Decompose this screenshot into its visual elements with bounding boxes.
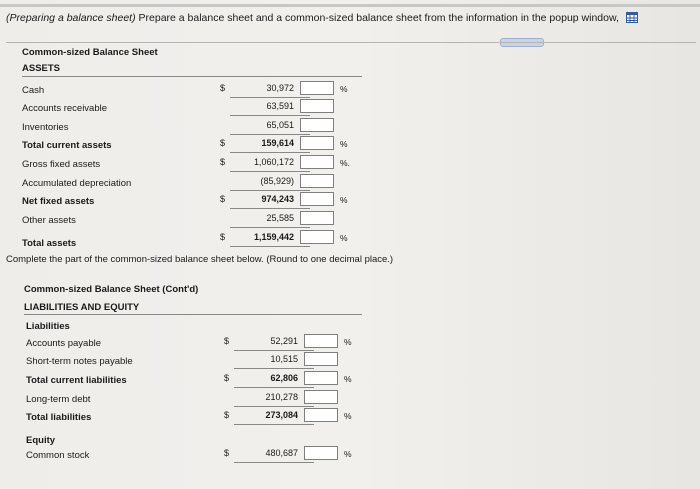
top-divider [0,4,700,7]
top_sheet-amount-underline [230,190,310,191]
top_sheet-amount: 974,243 [261,194,294,204]
bottom_sheet-percent-input[interactable] [304,352,338,366]
bottom_sheet-percent-sign: % [344,449,352,459]
top_sheet-percent-input[interactable] [300,192,334,206]
top_sheet-amount-underline [230,97,310,98]
bottom_sheet-amount: 273,084 [265,410,298,420]
bottom_sheet-percent-sign: % [344,337,352,347]
bottom_sheet-dollar-sign: $ [224,448,230,458]
top_sheet-label: Net fixed assets [22,196,95,207]
bottom_sheet-label: Short-term notes payable [26,356,133,367]
bottom_sheet-amount: 480,687 [265,448,298,458]
top_sheet-label: Cash [22,85,45,96]
top_sheet-amount: 30,972 [266,83,294,93]
top_sheet-label: Total current assets [22,140,112,151]
top_sheet-percent-sign: % [340,233,348,243]
bottom_sheet-label: Accounts payable [26,338,101,349]
bottom_sheet-percent-sign: % [344,374,352,384]
bottom_sheet-percent-input[interactable] [304,408,338,422]
top_sheet-label: Gross fixed assets [22,159,101,170]
top_sheet-label: Inventories [22,122,69,133]
assets-heading: ASSETS [22,63,61,74]
bottom_sheet-percent-input[interactable] [304,390,338,404]
top-sheet-title: Common-sized Balance Sheet [22,47,158,58]
bottom_sheet-percent-input[interactable] [304,334,338,348]
top_sheet-amount-underline [230,208,310,209]
bottom_sheet-amount-underline [234,350,314,351]
top_sheet-dollar-sign: $ [220,83,226,93]
top_sheet-label: Accumulated depreciation [22,178,132,189]
top_sheet-amount: 1,060,172 [253,157,294,167]
bottom_sheet-amount-underline [234,462,314,463]
bottom_sheet-dollar-sign: $ [224,373,230,383]
liabilities-underline [24,314,362,315]
top_sheet-amount-underline [230,115,310,116]
instruction-text: Complete the part of the common-sized balance sheet below. (Round to one decimal place.) [6,254,394,265]
bottom_sheet-amount: 10,515 [270,354,298,364]
top_sheet-amount: 1,159,442 [253,232,294,242]
top_sheet-percent-input[interactable] [300,174,334,188]
bottom_sheet-amount-underline [234,387,314,388]
top_sheet-amount-underline [230,152,310,153]
top_sheet-percent-input[interactable] [300,136,334,150]
top_sheet-percent-sign: % [340,139,348,149]
bottom_sheet-amount: 52,291 [270,336,298,346]
bottom_sheet-amount-underline [234,368,314,369]
top_sheet-dollar-sign: $ [220,157,226,167]
top_sheet-percent-input[interactable] [300,118,334,132]
top_sheet-amount-underline [230,227,310,228]
top_sheet-amount-underline [230,246,310,247]
top_sheet-dollar-sign: $ [220,138,226,148]
bottom_sheet-dollar-sign: $ [224,336,230,346]
bottom_sheet-percent-sign: % [344,411,352,421]
top_sheet-amount: 25,585 [266,213,294,223]
top_sheet-label: Accounts receivable [22,103,108,114]
top_sheet-amount: (85,929) [260,176,294,186]
grid-icon[interactable] [626,12,638,23]
bottom_sheet-amount-underline [234,406,314,407]
top_sheet-label: Other assets [22,215,76,226]
liabilities-equity-heading: LIABILITIES AND EQUITY [24,302,140,313]
bottom-sheet-title: Common-sized Balance Sheet (Cont'd) [24,284,199,295]
bottom_sheet-label: Total current liabilities [26,375,127,386]
content-divider [6,42,696,43]
top_sheet-percent-sign: % [340,195,348,205]
question-prompt [6,12,638,24]
bottom_sheet-dollar-sign: $ [224,410,230,420]
top_sheet-percent-input[interactable] [300,230,334,244]
bottom_sheet-label: Common stock [26,450,90,461]
liabilities-subheading: Liabilities [26,321,70,332]
top_sheet-amount-underline [230,134,310,135]
top_sheet-amount: 63,591 [266,101,294,111]
top_sheet-amount: 65,051 [266,120,294,130]
top_sheet-label: Total assets [22,238,77,249]
bottom_sheet-percent-input[interactable] [304,371,338,385]
bottom_sheet-amount-underline [234,424,314,425]
top_sheet-percent-sign: %. [340,158,350,168]
top_sheet-dollar-sign: $ [220,194,226,204]
prompt-prefix: (Preparing a balance sheet) [6,12,136,24]
bottom_sheet-amount: 210,278 [265,392,298,402]
top_sheet-percent-input[interactable] [300,99,334,113]
assets-underline [22,76,362,77]
bottom_sheet-label: Long-term debt [26,394,91,405]
top_sheet-percent-input[interactable] [300,155,334,169]
prompt-text: Prepare a balance sheet and a common-sized balance sheet from the information in the popup window, [138,12,619,24]
top_sheet-percent-input[interactable] [300,211,334,225]
top_sheet-percent-input[interactable] [300,81,334,95]
top_sheet-amount: 159,614 [261,138,294,148]
top_sheet-dollar-sign: $ [220,232,226,242]
equity-subheading: Equity [26,435,56,446]
bottom_sheet-percent-input[interactable] [304,446,338,460]
bottom_sheet-amount: 62,806 [270,373,298,383]
top_sheet-percent-sign: % [340,84,348,94]
bottom_sheet-label: Total liabilities [26,412,92,423]
top_sheet-amount-underline [230,171,310,172]
